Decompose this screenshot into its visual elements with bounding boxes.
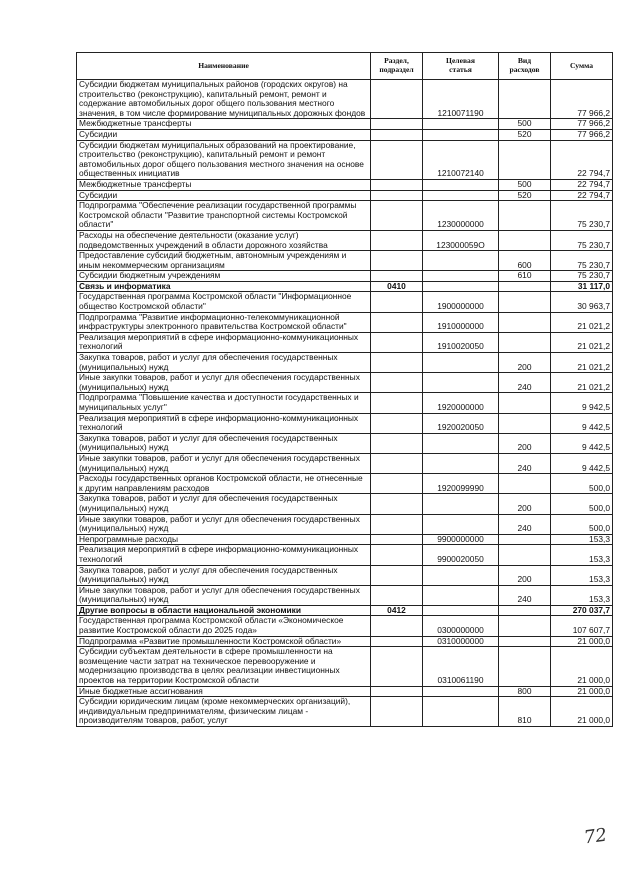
cell-type: 800 xyxy=(499,686,551,697)
cell-target: 1210071190 xyxy=(423,80,499,119)
cell-name: Субсидии субъектам деятельности в сфере промышленности на возмещение части затрат на техническое перевооружение и модернизацию производства в целях реализации инвестиционных проектов на территории Костромской области xyxy=(77,647,371,686)
cell-target: 1230000000 xyxy=(423,201,499,231)
cell-name: Субсидии бюджетам муниципальных районов (городских округов) на строительство (реконструкцию), капитальный ремонт, ремонт и содержание автомобильных дорог общего пользования местного значения, в том числе формирование муниципальных дорожных фондов xyxy=(77,80,371,119)
cell-name: Субсидии бюджетным учреждениям xyxy=(77,271,371,282)
table-row xyxy=(77,312,613,332)
cell-sum: 75 230,7 xyxy=(551,251,613,271)
cell-sum: 21 021,2 xyxy=(551,373,613,393)
cell-sum: 21 021,2 xyxy=(551,353,613,373)
table-row xyxy=(77,179,613,190)
cell-name: Иные закупки товаров, работ и услуг для обеспечения государственных (муниципальных) нужд xyxy=(77,453,371,473)
cell-sum: 21 000,0 xyxy=(551,636,613,647)
table-row xyxy=(77,514,613,534)
cell-section: 0412 xyxy=(371,605,423,616)
cell-target xyxy=(423,686,499,697)
cell-section xyxy=(371,585,423,605)
cell-target xyxy=(423,494,499,514)
cell-type: 240 xyxy=(499,453,551,473)
cell-sum: 22 794,7 xyxy=(551,140,613,179)
cell-target: 9900000000 xyxy=(423,534,499,545)
cell-type xyxy=(499,292,551,312)
cell-name: Межбюджетные трансферты xyxy=(77,179,371,190)
cell-sum: 153,3 xyxy=(551,585,613,605)
cell-section xyxy=(371,647,423,686)
cell-type: 200 xyxy=(499,353,551,373)
table-row xyxy=(77,353,613,373)
cell-type xyxy=(499,393,551,413)
table-row xyxy=(77,292,613,312)
cell-section xyxy=(371,514,423,534)
cell-target xyxy=(423,453,499,473)
cell-sum: 21 021,2 xyxy=(551,312,613,332)
table-row xyxy=(77,281,613,292)
table-row xyxy=(77,453,613,473)
table-row xyxy=(77,585,613,605)
cell-section xyxy=(371,140,423,179)
cell-type xyxy=(499,545,551,565)
cell-type: 610 xyxy=(499,271,551,282)
cell-sum: 21 000,0 xyxy=(551,686,613,697)
cell-sum: 30 963,7 xyxy=(551,292,613,312)
cell-type xyxy=(499,140,551,179)
cell-type xyxy=(499,312,551,332)
table-row xyxy=(77,129,613,140)
cell-type xyxy=(499,332,551,352)
table-row xyxy=(77,393,613,413)
cell-type: 600 xyxy=(499,251,551,271)
cell-sum: 500,0 xyxy=(551,474,613,494)
cell-sum: 153,3 xyxy=(551,534,613,545)
cell-name: Другие вопросы в области национальной экономики xyxy=(77,605,371,616)
cell-sum: 153,3 xyxy=(551,545,613,565)
cell-target xyxy=(423,129,499,140)
cell-section xyxy=(371,271,423,282)
cell-section xyxy=(371,201,423,231)
cell-sum: 77 966,2 xyxy=(551,119,613,130)
table-row xyxy=(77,373,613,393)
cell-type: 200 xyxy=(499,565,551,585)
cell-section xyxy=(371,292,423,312)
table-row xyxy=(77,474,613,494)
cell-sum: 22 794,7 xyxy=(551,190,613,201)
cell-target xyxy=(423,373,499,393)
cell-sum: 77 966,2 xyxy=(551,129,613,140)
cell-sum: 75 230,7 xyxy=(551,201,613,231)
cell-name: Подпрограмма "Обеспечение реализации государственной программы Костромской области "Развитие транспортной системы Костромской области" xyxy=(77,201,371,231)
table-row xyxy=(77,201,613,231)
cell-name: Расходы на обеспечение деятельности (оказание услуг) подведомственных учреждений в области дорожного хозяйства xyxy=(77,230,371,250)
cell-section xyxy=(371,179,423,190)
table-row xyxy=(77,119,613,130)
cell-name: Государственная программа Костромской области «Экономическое развитие Костромской области до 2025 года» xyxy=(77,616,371,636)
cell-type xyxy=(499,80,551,119)
cell-target xyxy=(423,585,499,605)
cell-section xyxy=(371,565,423,585)
cell-section xyxy=(371,251,423,271)
cell-target: 123000059О xyxy=(423,230,499,250)
cell-target xyxy=(423,271,499,282)
header-name: Наименование xyxy=(77,53,371,80)
cell-sum: 500,0 xyxy=(551,494,613,514)
cell-sum: 153,3 xyxy=(551,565,613,585)
cell-name: Закупка товаров, работ и услуг для обеспечения государственных (муниципальных) нужд xyxy=(77,353,371,373)
cell-name: Иные бюджетные ассигнования xyxy=(77,686,371,697)
table-row xyxy=(77,616,613,636)
table-row xyxy=(77,433,613,453)
cell-sum: 9 942,5 xyxy=(551,393,613,413)
cell-target: 1900000000 xyxy=(423,292,499,312)
cell-name: Непрограммные расходы xyxy=(77,534,371,545)
header-sum: Сумма xyxy=(551,53,613,80)
cell-target xyxy=(423,514,499,534)
header-type: Вид расходов xyxy=(499,53,551,80)
table-row xyxy=(77,230,613,250)
cell-type: 240 xyxy=(499,514,551,534)
cell-target: 0300000000 xyxy=(423,616,499,636)
cell-name: Реализация мероприятий в сфере информационно-коммуникационных технологий xyxy=(77,545,371,565)
cell-target: 0310061190 xyxy=(423,647,499,686)
cell-target xyxy=(423,605,499,616)
cell-name: Предоставление субсидий бюджетным, автономным учреждениям и иным некоммерческим организациям xyxy=(77,251,371,271)
cell-section xyxy=(371,230,423,250)
cell-section xyxy=(371,636,423,647)
cell-sum: 9 442,5 xyxy=(551,433,613,453)
cell-type: 500 xyxy=(499,179,551,190)
cell-sum: 75 230,7 xyxy=(551,271,613,282)
cell-type xyxy=(499,230,551,250)
table-row xyxy=(77,413,613,433)
page-number: 72 xyxy=(582,824,609,849)
cell-sum: 9 442,5 xyxy=(551,413,613,433)
header-section: Раздел, подраздел xyxy=(371,53,423,80)
cell-name: Закупка товаров, работ и услуг для обеспечения государственных (муниципальных) нужд xyxy=(77,565,371,585)
cell-target xyxy=(423,433,499,453)
cell-target: 1920099990 xyxy=(423,474,499,494)
cell-target xyxy=(423,281,499,292)
cell-sum: 270 037,7 xyxy=(551,605,613,616)
table-row xyxy=(77,190,613,201)
cell-type xyxy=(499,474,551,494)
cell-sum: 21 000,0 xyxy=(551,697,613,727)
cell-name: Расходы государственных органов Костромской области, не отнесенные к другим направлениям расходов xyxy=(77,474,371,494)
cell-name: Субсидии юридическим лицам (кроме некоммерческих организаций), индивидуальным предпринимателям, физическим лицам - производителям товаров, работ, услуг xyxy=(77,697,371,727)
cell-name: Закупка товаров, работ и услуг для обеспечения государственных (муниципальных) нужд xyxy=(77,494,371,514)
cell-section xyxy=(371,616,423,636)
table-row xyxy=(77,271,613,282)
cell-sum: 21 021,2 xyxy=(551,332,613,352)
cell-target xyxy=(423,251,499,271)
cell-target xyxy=(423,179,499,190)
table-row xyxy=(77,251,613,271)
budget-table xyxy=(76,52,613,727)
cell-section xyxy=(371,474,423,494)
cell-type: 240 xyxy=(499,373,551,393)
cell-section: 0410 xyxy=(371,281,423,292)
cell-target xyxy=(423,565,499,585)
cell-section xyxy=(371,129,423,140)
cell-name: Субсидии xyxy=(77,190,371,201)
cell-target: 1920020050 xyxy=(423,413,499,433)
table-header-row xyxy=(77,53,613,80)
table-row xyxy=(77,565,613,585)
cell-type xyxy=(499,605,551,616)
table-row xyxy=(77,80,613,119)
cell-name: Реализация мероприятий в сфере информационно-коммуникационных технологий xyxy=(77,332,371,352)
cell-type xyxy=(499,201,551,231)
cell-target xyxy=(423,353,499,373)
cell-section xyxy=(371,80,423,119)
cell-target: 1210072140 xyxy=(423,140,499,179)
cell-name: Подпрограмма «Развитие промышленности Костромской области» xyxy=(77,636,371,647)
table-row xyxy=(77,332,613,352)
cell-section xyxy=(371,453,423,473)
cell-section xyxy=(371,332,423,352)
cell-type xyxy=(499,636,551,647)
cell-type xyxy=(499,616,551,636)
cell-name: Иные закупки товаров, работ и услуг для обеспечения государственных (муниципальных) нужд xyxy=(77,373,371,393)
cell-section xyxy=(371,373,423,393)
table-row xyxy=(77,697,613,727)
cell-sum: 22 794,7 xyxy=(551,179,613,190)
cell-section xyxy=(371,190,423,201)
table-row xyxy=(77,140,613,179)
cell-section xyxy=(371,494,423,514)
cell-type xyxy=(499,647,551,686)
cell-name: Межбюджетные трансферты xyxy=(77,119,371,130)
cell-section xyxy=(371,393,423,413)
cell-target: 1910020050 xyxy=(423,332,499,352)
table-row xyxy=(77,605,613,616)
cell-name: Связь и информатика xyxy=(77,281,371,292)
cell-section xyxy=(371,433,423,453)
cell-name: Подпрограмма "Развитие информационно-телекоммуникационной инфраструктуры электронного правительства Костромской области" xyxy=(77,312,371,332)
cell-type xyxy=(499,534,551,545)
cell-target: 9900020050 xyxy=(423,545,499,565)
cell-type xyxy=(499,281,551,292)
cell-type: 240 xyxy=(499,585,551,605)
cell-type xyxy=(499,413,551,433)
cell-section xyxy=(371,686,423,697)
table-row xyxy=(77,686,613,697)
cell-name: Субсидии бюджетам муниципальных образований на проектирование, строительство (реконструкцию), капитальный ремонт и ремонт автомобильных дорог общего пользования местного значения на основе общественных инициатив xyxy=(77,140,371,179)
cell-section xyxy=(371,353,423,373)
table-row xyxy=(77,647,613,686)
header-target: Целевая статья xyxy=(423,53,499,80)
cell-section xyxy=(371,413,423,433)
cell-name: Иные закупки товаров, работ и услуг для обеспечения государственных (муниципальных) нужд xyxy=(77,514,371,534)
cell-name: Закупка товаров, работ и услуг для обеспечения государственных (муниципальных) нужд xyxy=(77,433,371,453)
table-row xyxy=(77,545,613,565)
table-row xyxy=(77,534,613,545)
cell-target xyxy=(423,119,499,130)
cell-type: 500 xyxy=(499,119,551,130)
cell-target: 1910000000 xyxy=(423,312,499,332)
cell-name: Реализация мероприятий в сфере информационно-коммуникационных технологий xyxy=(77,413,371,433)
cell-target xyxy=(423,697,499,727)
cell-target: 0310000000 xyxy=(423,636,499,647)
cell-type: 520 xyxy=(499,190,551,201)
cell-sum: 75 230,7 xyxy=(551,230,613,250)
cell-target xyxy=(423,190,499,201)
cell-type: 200 xyxy=(499,433,551,453)
cell-sum: 9 442,5 xyxy=(551,453,613,473)
table-row xyxy=(77,494,613,514)
cell-name: Иные закупки товаров, работ и услуг для обеспечения государственных (муниципальных) нужд xyxy=(77,585,371,605)
cell-section xyxy=(371,119,423,130)
cell-section xyxy=(371,312,423,332)
cell-section xyxy=(371,697,423,727)
cell-type: 200 xyxy=(499,494,551,514)
cell-sum: 21 000,0 xyxy=(551,647,613,686)
cell-sum: 31 117,0 xyxy=(551,281,613,292)
cell-sum: 500,0 xyxy=(551,514,613,534)
cell-name: Субсидии xyxy=(77,129,371,140)
cell-target: 1920000000 xyxy=(423,393,499,413)
table-row xyxy=(77,636,613,647)
cell-type: 520 xyxy=(499,129,551,140)
cell-sum: 107 607,7 xyxy=(551,616,613,636)
cell-sum: 77 966,2 xyxy=(551,80,613,119)
cell-type: 810 xyxy=(499,697,551,727)
cell-name: Подпрограмма "Повышение качества и доступности государственных и муниципальных услуг" xyxy=(77,393,371,413)
cell-section xyxy=(371,534,423,545)
cell-section xyxy=(371,545,423,565)
cell-name: Государственная программа Костромской области "Информационное общество Костромской области" xyxy=(77,292,371,312)
